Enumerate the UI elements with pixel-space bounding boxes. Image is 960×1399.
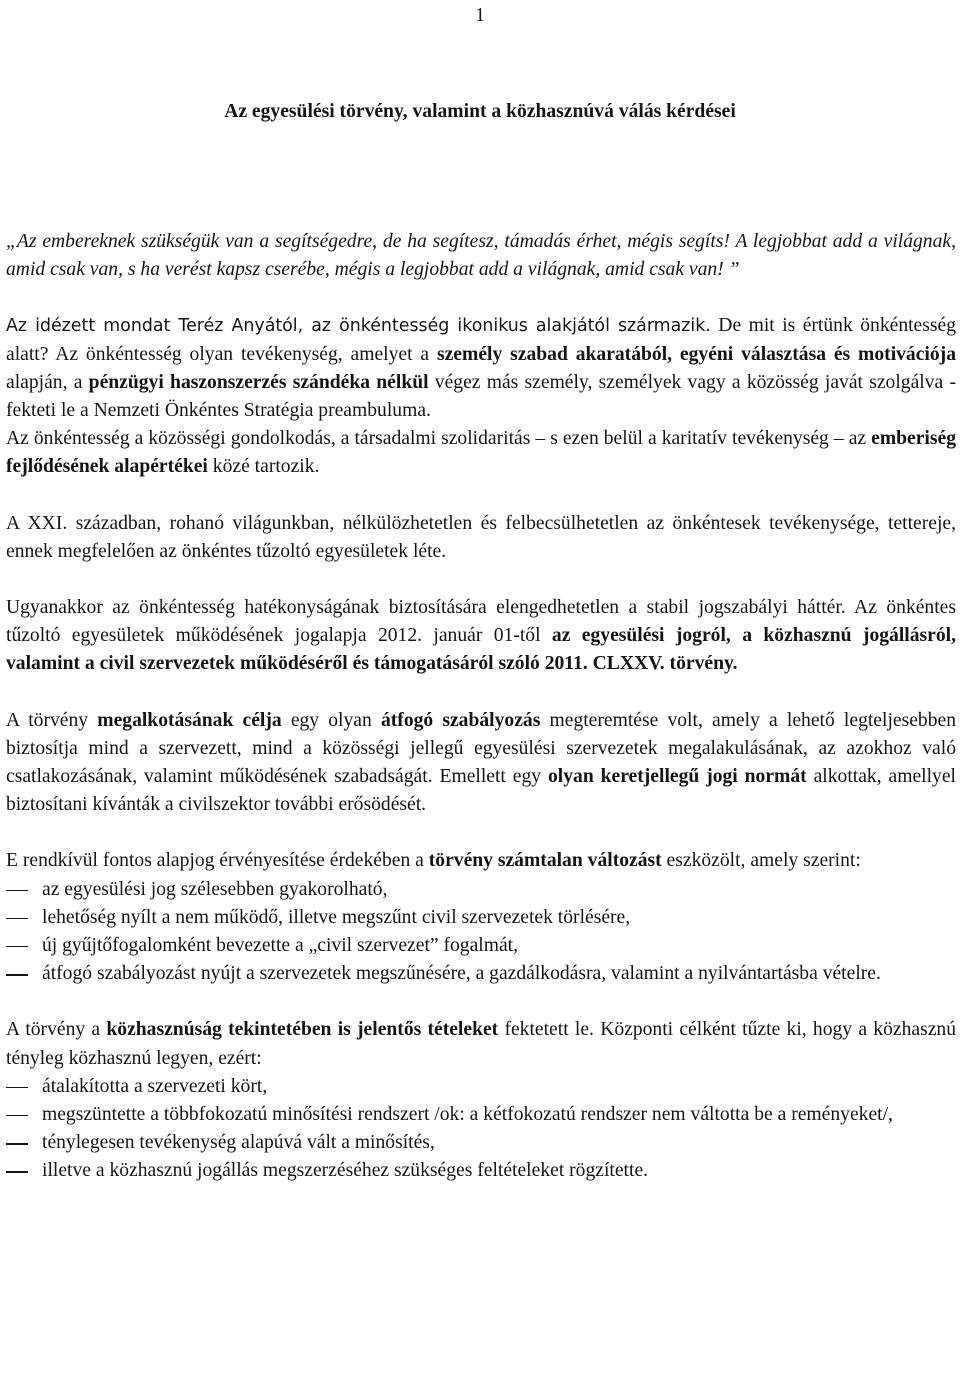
list-item: átalakította a szervezeti kört, bbox=[6, 1073, 956, 1101]
quote-paragraph: „Az embereknek szükségük van a segítségedre, de ha segítesz, támadás érhet, mégis segíts! A legjobbat add a világnak, amid csak van, s ha verést kapsz cserébe, mégis a legjobbat add a világnak, amid csak van! ” bbox=[6, 231, 956, 281]
paragraph-legal-basis bbox=[6, 594, 956, 679]
text-span: Ugyanakkor az önkéntesség hatékonyságának biztosítására elengedhetetlen a stabil jogszabályi háttér. Az önkéntes tűzoltó egyesületek működésének jogalapja 2012. január 01-től bbox=[6, 597, 956, 647]
text-span: alkottak, amellyel biztosítani kívánták a civilszektor további erősödését. bbox=[6, 766, 956, 816]
text-span: fektetett le. Központi célként tűzte ki, hogy a közhasznú tényleg közhasznú legyen, ezért: bbox=[6, 1019, 956, 1069]
paragraph-changes bbox=[6, 847, 956, 875]
text-span: A törvény a bbox=[6, 1019, 107, 1041]
list-item: ténylegesen tevékenység alapúvá vált a minősítés, bbox=[6, 1129, 956, 1157]
text-span: A törvény bbox=[6, 709, 98, 731]
list-item: megszüntette a többfokozatú minősítési rendszert /ok: a kétfokozatú rendszer nem váltotta be a reményeket/, bbox=[6, 1101, 956, 1129]
document-body bbox=[6, 228, 956, 1186]
bold-span: emberiség fejlődésének alapértékei bbox=[6, 428, 956, 478]
paragraph-century: A XXI. században, rohanó világunkban, nélkülözhetetlen és felbecsülhetetlen az önkéntesek tevékenysége, tettereje, ennek megfelelően az önkéntes tűzoltó egyesületek léte. bbox=[6, 512, 956, 562]
bold-span: átfogó szabályozás bbox=[380, 709, 541, 731]
bold-span: törvény számtalan változást bbox=[428, 850, 662, 872]
paragraph-public-benefit bbox=[6, 1016, 956, 1072]
bold-span: olyan keretjellegű jogi normát bbox=[547, 766, 807, 788]
paragraph-values bbox=[6, 425, 956, 481]
paragraph-volunteering bbox=[6, 312, 956, 425]
text-span: végez más személy, személyek vagy a közösség javát szolgálva - fekteti le a Nemzeti Önkéntes Stratégia preambuluma. bbox=[6, 371, 957, 422]
document-title: Az egyesülési törvény, valamint a közhasznúvá válás kérdései bbox=[224, 101, 736, 122]
list-item: átfogó szabályozást nyújt a szervezetek megszűnésére, a gazdálkodásra, valamint a nyilvántartásba vételre. bbox=[6, 960, 956, 988]
public-benefit-list bbox=[6, 1073, 956, 1186]
list-item: lehetőség nyílt a nem működő, illetve megszűnt civil szervezetek törlésére, bbox=[6, 904, 956, 932]
text-span: De mit is értünk önkéntesség alatt? Az önkéntesség olyan tevékenység, amelyet a bbox=[6, 315, 956, 365]
bold-span: közhasznúság tekintetében is jelentős tételeket bbox=[106, 1019, 499, 1041]
list-item: új gyűjtőfogalomként bevezette a „civil szervezet” fogalmát, bbox=[6, 932, 956, 960]
text-span: alapján, a bbox=[6, 371, 89, 393]
bold-span: pénzügyi haszonszerzés szándéka nélkül bbox=[88, 371, 429, 393]
text-span: egy olyan bbox=[281, 709, 381, 731]
text-span: közé tartozik. bbox=[207, 456, 320, 478]
text-span: megteremtése volt, amely a lehető legteljesebben biztosítja mind a szervezett, mind a közösségi jellegű egyesülési szervezetek megalakulásának, az azokhoz való csatlakozásának, valamint működésének szabadságát. Emellett egy bbox=[6, 709, 956, 788]
bold-span: az egyesülési jogról, a közhasznú jogállásról, valamint a civil szervezetek működéséről és támogatásáról szóló 2011. CLXXV. törvény. bbox=[6, 625, 956, 675]
page-number: 1 bbox=[475, 5, 485, 26]
quote-attribution: Az idézett mondat Teréz Anyától, az önkéntesség ikonikus alakjától származik. bbox=[6, 316, 711, 337]
text-span: E rendkívül fontos alapjog érvényesítése érdekében a bbox=[6, 850, 429, 872]
changes-list bbox=[6, 876, 956, 989]
text-span: Az önkéntesség a közösségi gondolkodás, a társadalmi szolidaritás – s ezen belül a karitatív tevékenység – az bbox=[6, 428, 872, 450]
list-item: az egyesülési jog szélesebben gyakorolható, bbox=[6, 876, 956, 904]
text-span: eszközölt, amely szerint: bbox=[661, 850, 861, 872]
list-item: illetve a közhasznú jogállás megszerzéséhez szükséges feltételeket rögzítette. bbox=[6, 1157, 956, 1185]
bold-span: személy szabad akaratából, egyéni választása és motivációja bbox=[436, 343, 956, 365]
bold-span: megalkotásának célja bbox=[97, 709, 282, 731]
paragraph-law-purpose bbox=[6, 707, 956, 820]
